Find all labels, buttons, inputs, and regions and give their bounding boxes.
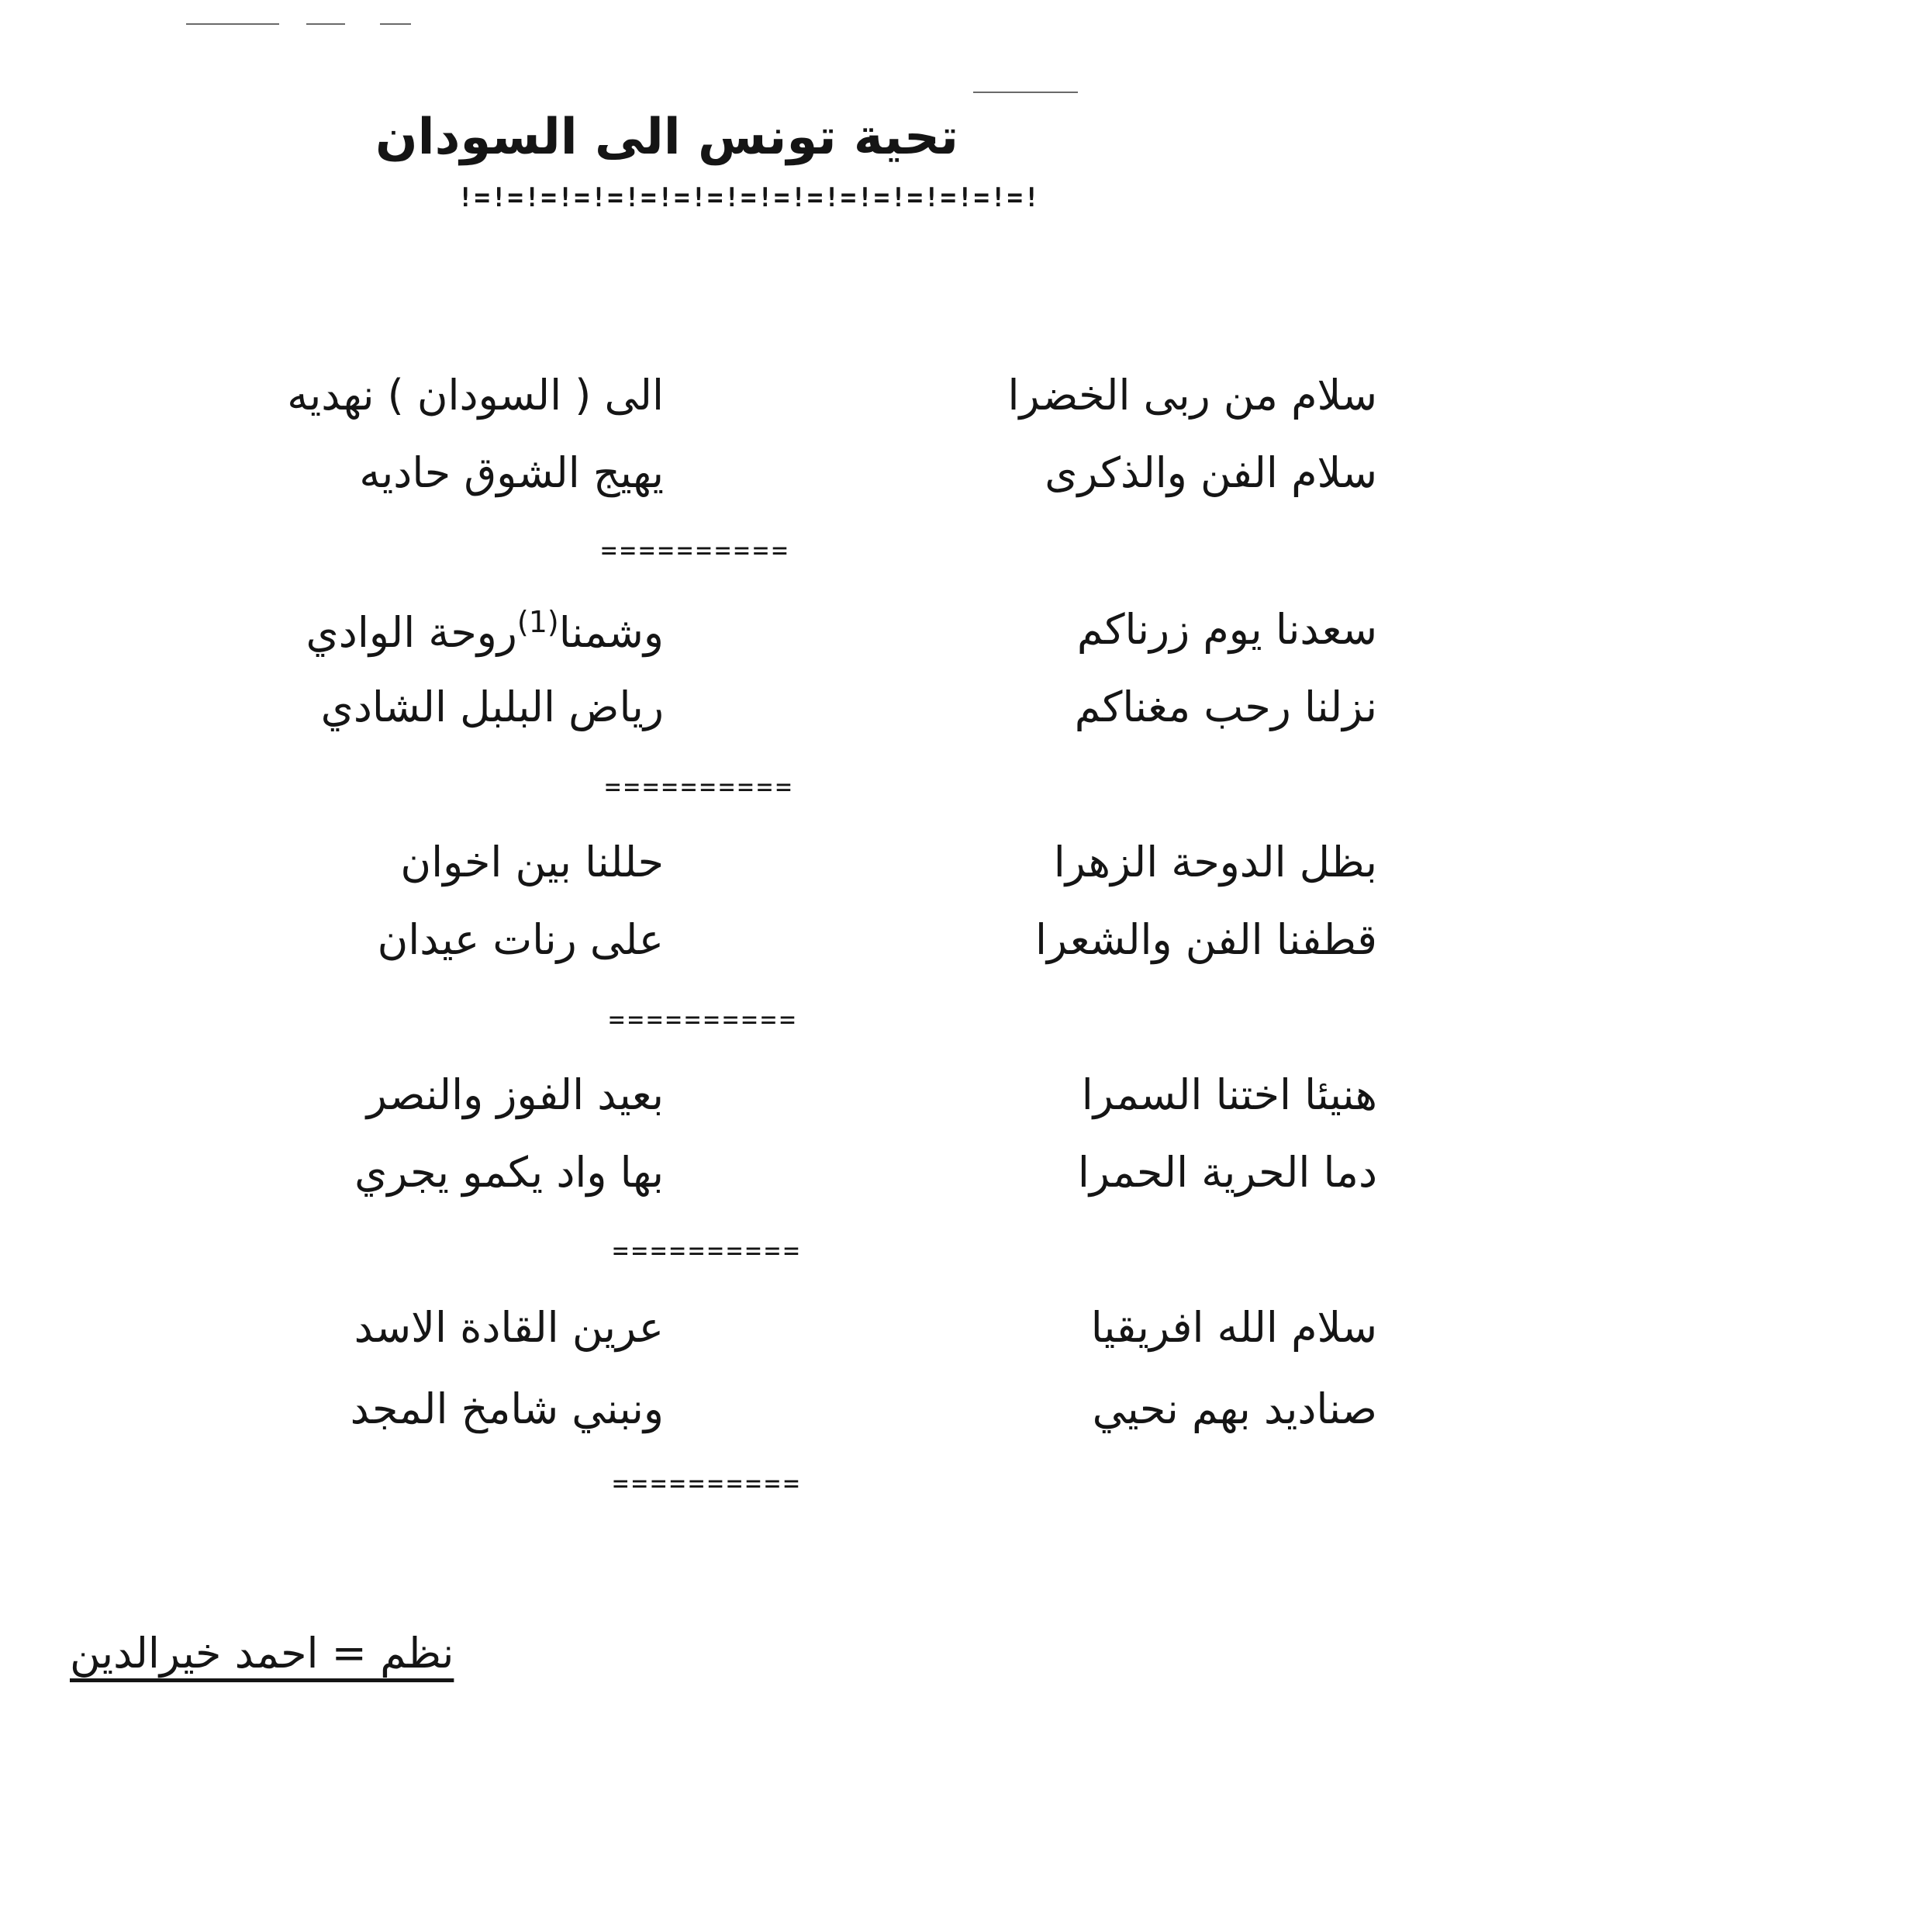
verse-hemistich-right: سلام الفن والذكرى bbox=[1045, 448, 1377, 497]
verse-hemistich-left: على رنات عيدان bbox=[377, 915, 664, 964]
title-ornament-rule: !=!=!=!=!=!=!=!=!=!=!=!=!=!=!=!=!=! bbox=[458, 182, 1041, 213]
verse-hemistich-left: رياض البلبل الشادي bbox=[320, 683, 664, 731]
stanza-separator: ========== bbox=[613, 1236, 803, 1267]
verse-hemistich-left: عرين القادة الاسد bbox=[354, 1303, 664, 1352]
scan-mark bbox=[186, 23, 279, 25]
verse-hemistich-left: بعيد الفوز والنصر bbox=[366, 1070, 664, 1119]
verse-hemistich-right: دما الحرية الحمرا bbox=[1077, 1148, 1377, 1197]
scan-mark bbox=[306, 23, 345, 25]
scan-mark bbox=[973, 92, 1078, 93]
scan-mark bbox=[380, 23, 411, 25]
verse-hemistich-right: نزلنا رحب مغناكم bbox=[1074, 683, 1377, 731]
verse-hemistich-right: هنيئا اختنا السمرا bbox=[1081, 1070, 1377, 1119]
verse-hemistich-left-start: وشمنا bbox=[558, 608, 664, 657]
verse-hemistich-right: بظل الدوحة الزهرا bbox=[1053, 838, 1377, 887]
stanza-separator: ========== bbox=[601, 535, 791, 566]
verse-hemistich-right: سلام من ربى الخضرا bbox=[1007, 371, 1377, 420]
verse-hemistich-right: سعدنا يوم زرناكم bbox=[1076, 605, 1377, 654]
stanza-separator: ========== bbox=[613, 1468, 803, 1499]
stanza-separator: ========== bbox=[609, 1004, 799, 1035]
verse-hemistich-left-rest: روحة الوادي bbox=[306, 608, 517, 657]
verse-hemistich-right: صناديد بهم نحيي bbox=[1092, 1384, 1377, 1433]
poet-signature: نظم = احمد خيرالدين bbox=[70, 1629, 454, 1678]
footnote-mark: (1) bbox=[516, 605, 559, 639]
verse-hemistich-right: سلام الله افريقيا bbox=[1090, 1303, 1377, 1352]
verse-hemistich-right: قطفنا الفن والشعرا bbox=[1035, 915, 1377, 964]
verse-hemistich-left: حللنا بين اخوان bbox=[400, 838, 664, 887]
verse-hemistich-left-with-note bbox=[306, 605, 664, 657]
poem-title: تحية تونس الى السودان bbox=[375, 109, 958, 166]
verse-hemistich-left: ونبني شامخ المجد bbox=[350, 1384, 664, 1433]
verse-hemistich-left: الى ( السودان ) نهديه bbox=[287, 371, 664, 420]
verse-hemistich-left: يهيج الشوق حاديه bbox=[359, 448, 664, 497]
stanza-separator: ========== bbox=[605, 772, 795, 803]
verse-hemistich-left: بها واد يكمو يجري bbox=[354, 1148, 664, 1197]
